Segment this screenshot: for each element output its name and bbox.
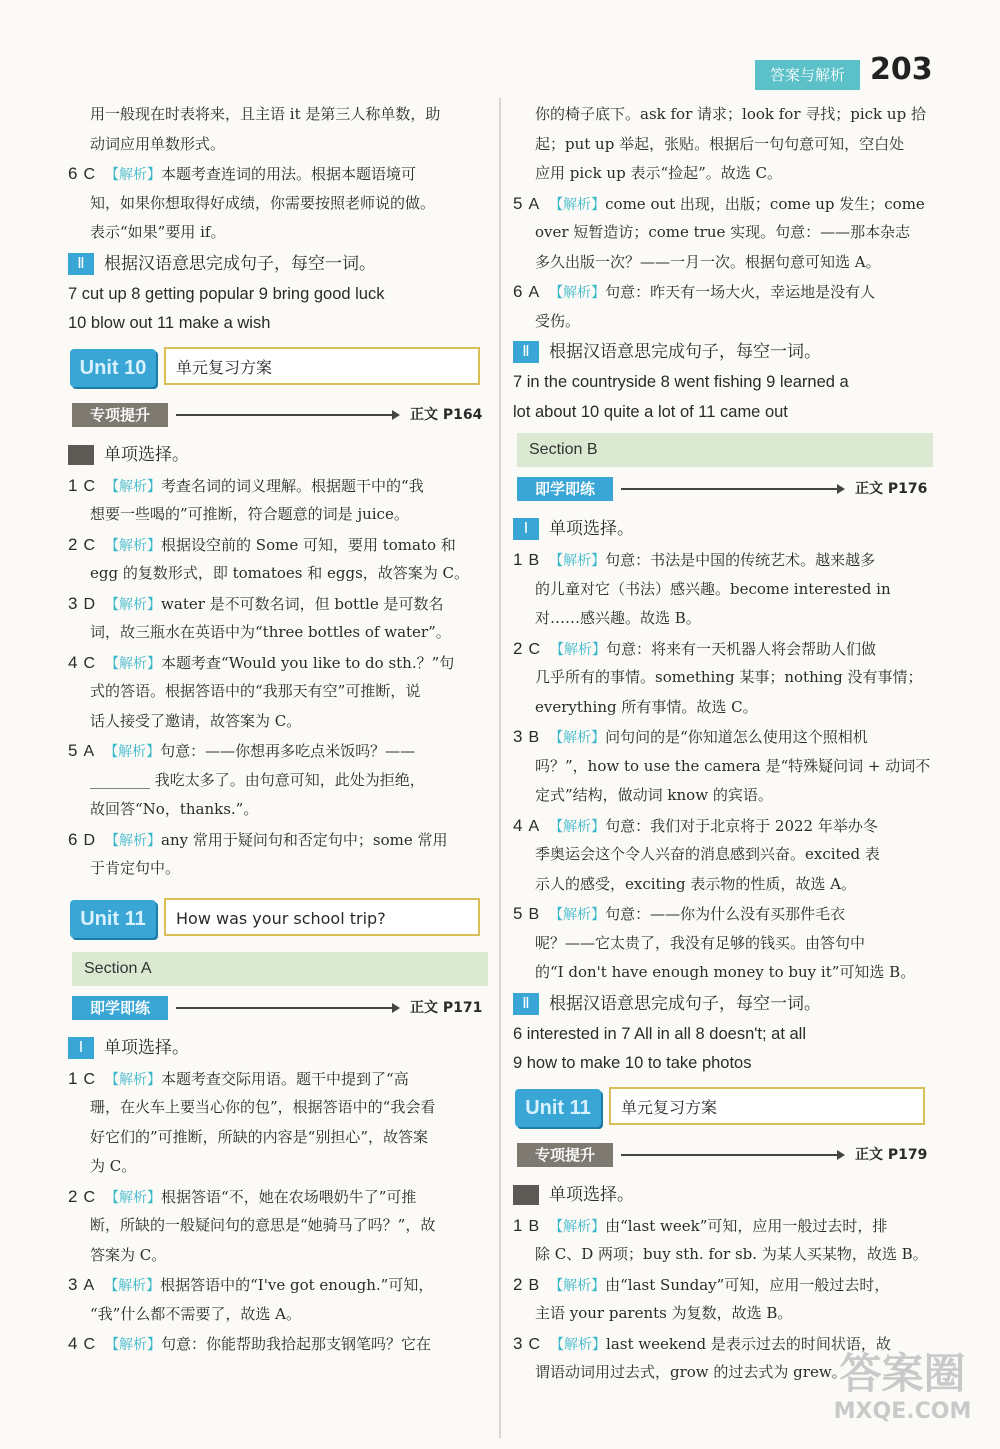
text-line: 用一般现在时表将来，且主语 it 是第三人称单数，助 <box>90 105 441 123</box>
item-number: 4 <box>68 652 78 672</box>
analysis-text: 句意：——你想再多吃点米饭吗？—— <box>160 742 416 760</box>
analysis-text: 句意：——你为什么没有买那件毛衣 <box>605 905 846 923</box>
analysis-text: 于肯定句中。 <box>90 859 181 877</box>
item-answer: C <box>83 1336 96 1353</box>
analysis-tag: 【解析】 <box>549 553 606 569</box>
analysis-tag: 【解析】 <box>104 744 161 760</box>
answer-line <box>68 825 488 855</box>
item-number: 6 <box>513 282 523 301</box>
section-heading: Ⅱ 根据汉语意思完成句子，每空一词。 <box>68 248 488 280</box>
item-answer: B <box>528 1217 540 1235</box>
item-number: 2 <box>513 1274 523 1294</box>
item-answer: C <box>528 1335 541 1353</box>
unit-header <box>515 1087 933 1131</box>
item-number: 2 <box>68 1186 78 1206</box>
answer-line <box>513 1211 933 1241</box>
answer-item <box>68 1064 488 1182</box>
item-number: 3 <box>68 593 78 613</box>
analysis-text: 本题考查交际用语。题干中提到了“高 <box>161 1069 409 1088</box>
unit-title: How was your school trip? <box>164 898 480 936</box>
item-number: 5 <box>68 741 78 760</box>
analysis-text: 几乎所有的事情。something 某事；nothing 没有事情； <box>535 668 923 686</box>
item-answer: B <box>528 729 540 746</box>
fill-answers: lot about 10 quite a lot of 11 came out <box>513 402 788 421</box>
item-answer: C <box>83 166 96 183</box>
section-label: Section B <box>517 433 933 467</box>
analysis-text: 主语 your parents 为复数，故选 B。 <box>535 1304 793 1322</box>
answer-item <box>68 159 488 248</box>
analysis-text: 句意：你能帮助我拾起那支钢笔吗？它在 <box>161 1335 432 1353</box>
analysis-text: 珊，在火车上要当心你的包”，根据答语中的“我会看 <box>90 1098 436 1116</box>
answer-item <box>68 530 488 589</box>
fill-answers: 7 in the countryside 8 went fishing 9 learned a <box>513 373 849 391</box>
analysis-tag: 【解析】 <box>105 1071 162 1088</box>
analysis-tag: 【解析】 <box>105 596 162 613</box>
analysis-text: 好它们的”可推断，所缺的内容是“别担心”，故答案 <box>90 1127 429 1146</box>
arrow-icon <box>621 1154 843 1156</box>
fill-answers: 6 interested in 7 All in all 8 doesn't; at all <box>513 1024 806 1043</box>
bar-label: 即学即练 <box>517 477 613 501</box>
item-number: 1 <box>513 1215 523 1235</box>
unit-header <box>70 898 488 942</box>
analysis-text: over 短暂造访；come true 实现。句意：——那本杂志 <box>535 223 911 241</box>
section-heading: Ⅰ 单项选择。 <box>68 1032 488 1064</box>
answer-item <box>68 648 488 737</box>
text-block <box>513 100 933 189</box>
analysis-tag: 【解析】 <box>549 1277 606 1294</box>
fill-answers: 9 how to make 10 to take photos <box>513 1054 752 1072</box>
roman-icon: Ⅱ <box>513 341 539 363</box>
item-answer: A <box>83 1277 95 1294</box>
page-ref: 正文 P176 <box>855 481 928 497</box>
answer-list <box>513 545 933 988</box>
analysis-tag: 【解析】 <box>105 832 162 849</box>
section-heading: Ⅱ 根据汉语意思完成句子，每空一词。 <box>513 988 933 1020</box>
answer-item <box>68 1182 488 1271</box>
arrow-icon <box>621 488 843 490</box>
section-heading: 单项选择。 <box>68 439 488 471</box>
answer-line <box>68 471 488 501</box>
section-bar <box>68 994 488 1024</box>
item-answer: A <box>528 817 540 835</box>
analysis-text: 式的答语。根据答语中的“我那天有空”可推断，说 <box>90 682 421 700</box>
arrow-icon <box>176 1007 398 1009</box>
item-number: 5 <box>513 193 523 213</box>
left-column <box>68 100 488 1359</box>
square-icon <box>68 445 94 465</box>
item-answer: A <box>528 284 540 301</box>
analysis-tag: 【解析】 <box>549 730 606 746</box>
analysis-text: last weekend 是表示过去的时间状语，故 <box>606 1334 891 1353</box>
analysis-tag: 【解析】 <box>105 655 162 672</box>
item-answer: D <box>83 595 96 613</box>
analysis-text: egg 的复数形式，即 tomatoes 和 eggs，故答案为 C。 <box>90 564 470 582</box>
answer-item <box>513 722 933 811</box>
item-answer: C <box>528 640 541 658</box>
answer-item <box>513 634 933 723</box>
answer-list <box>513 189 933 337</box>
answer-item <box>513 899 933 988</box>
text-line: 应用 pick up 表示“捡起”。故选 C。 <box>535 164 783 182</box>
answer-item <box>68 1329 488 1359</box>
square-icon <box>513 1185 539 1205</box>
item-number: 6 <box>68 164 78 183</box>
analysis-tag: 【解析】 <box>550 1336 607 1353</box>
right-column <box>513 100 933 1388</box>
fill-answers: 7 cut up 8 getting popular 9 bring good luck <box>68 284 385 303</box>
column-divider <box>499 98 501 1438</box>
page-ref: 正文 P164 <box>410 406 483 423</box>
analysis-tag: 【解析】 <box>105 1337 162 1353</box>
analysis-text: 谓语动词用过去式，grow 的过去式为 grew。 <box>535 1363 847 1381</box>
analysis-text: 根据设空前的 Some 可知，要用 tomato 和 <box>161 535 456 554</box>
header-tag: 答案与解析 <box>755 60 860 90</box>
item-number: 1 <box>68 475 78 495</box>
analysis-tag: 【解析】 <box>104 1278 161 1294</box>
answer-line <box>513 277 933 307</box>
answer-list <box>68 1064 488 1359</box>
section-bar <box>68 401 488 431</box>
answer-item <box>513 1211 933 1270</box>
analysis-tag: 【解析】 <box>550 641 607 658</box>
unit-badge: Unit 11 <box>515 1089 601 1127</box>
roman-icon: Ⅱ <box>68 253 94 275</box>
analysis-tag: 【解析】 <box>549 196 606 213</box>
bar-label: 专项提升 <box>72 403 168 427</box>
roman-icon: Ⅰ <box>68 1037 94 1059</box>
analysis-text: 词，故三瓶水在英语中为“three bottles of water”。 <box>90 623 451 641</box>
analysis-text: 考查名词的词义理解。根据题干中的“我 <box>161 476 424 495</box>
item-answer: B <box>528 906 540 923</box>
analysis-tag: 【解析】 <box>105 537 162 554</box>
section-heading: Ⅰ 单项选择。 <box>513 513 933 545</box>
answer-line <box>68 736 488 766</box>
analysis-text: 多久出版一次？——一月一次。根据句意可知选 A。 <box>535 252 881 271</box>
answer-line <box>513 545 933 575</box>
analysis-text: 除 C、D 两项；buy sth. for sb. 为某人买某物，故选 B。 <box>535 1245 928 1263</box>
answer-list <box>68 471 488 884</box>
analysis-text: ________ 我吃太多了。由句意可知，此处为拒绝， <box>90 770 425 789</box>
unit-header <box>70 347 488 391</box>
page-ref: 正文 P171 <box>410 999 483 1016</box>
bar-label: 即学即练 <box>72 996 168 1020</box>
answer-line <box>513 634 933 664</box>
answer-line <box>513 1270 933 1300</box>
analysis-text: 根据答语中的“I've got enough.”可知， <box>160 1276 434 1294</box>
item-number: 2 <box>513 638 523 658</box>
analysis-text: 断，所缺的一般疑问句的意思是“她骑马了吗？”，故 <box>90 1216 436 1234</box>
item-number: 6 <box>68 829 78 849</box>
page-ref: 正文 P179 <box>855 1146 928 1163</box>
analysis-text: 本题考查“Would you like to do sth.？”句 <box>161 653 455 672</box>
answer-item <box>513 545 933 634</box>
item-answer: A <box>83 743 95 760</box>
section-bar <box>513 1141 933 1171</box>
analysis-text: 为 C。 <box>90 1157 137 1175</box>
answer-item <box>513 1270 933 1329</box>
analysis-text: 对……感兴趣。故选 B。 <box>535 609 701 627</box>
analysis-text: 吗？”，how to use the camera 是“特殊疑问词 + 动词不 <box>535 756 931 775</box>
analysis-text: 定式”结构，做动词 know 的宾语。 <box>535 786 773 804</box>
answer-item <box>513 811 933 900</box>
answer-line <box>68 1270 488 1300</box>
item-answer: C <box>83 654 96 672</box>
answer-item <box>68 825 488 884</box>
analysis-text: 答案为 C。 <box>90 1245 167 1264</box>
analysis-text: 句意：我们对于北京将于 2022 年举办冬 <box>605 816 878 835</box>
analysis-text: 的儿童对它（书法）感兴趣。become interested in <box>535 579 891 598</box>
answer-item <box>513 277 933 336</box>
item-answer: D <box>83 831 96 849</box>
answer-item <box>68 1270 488 1329</box>
bar-label: 专项提升 <box>517 1143 613 1167</box>
answer-line <box>513 811 933 841</box>
answer-line <box>513 899 933 929</box>
answer-item <box>68 589 488 648</box>
analysis-text: 季奥运会这个令人兴奋的消息感到兴奋。excited 表 <box>535 845 880 863</box>
analysis-text: 问句问的是“你知道怎么使用这个照相机 <box>605 728 868 746</box>
item-answer: B <box>528 1276 540 1294</box>
section-bar <box>513 475 933 505</box>
section-heading: 单项选择。 <box>513 1179 933 1211</box>
analysis-tag: 【解析】 <box>105 1189 162 1206</box>
analysis-text: 故回答“No，thanks.”。 <box>90 800 259 818</box>
watermark-logo: 答案圈 MXQE.COM <box>833 1349 972 1424</box>
analysis-text: 的“I don't have enough money to buy it”可知选 B。 <box>535 963 916 981</box>
item-number: 3 <box>513 727 523 746</box>
analysis-text: water 是不可数名词，但 bottle 是可数名 <box>161 594 444 613</box>
analysis-tag: 【解析】 <box>549 907 606 923</box>
analysis-text: 句意：书法是中国的传统艺术。越来越多 <box>605 551 876 569</box>
text-line: 动词应用单数形式。 <box>90 134 226 153</box>
roman-icon: Ⅱ <box>513 993 539 1015</box>
analysis-text: “我”什么都不需要了，故选 A。 <box>90 1304 301 1323</box>
item-answer: B <box>528 552 540 569</box>
item-number: 2 <box>68 534 78 554</box>
analysis-text: come out 出现，出版；come up 发生；come <box>605 194 925 213</box>
item-number: 1 <box>68 1068 78 1088</box>
analysis-text: 由“last week”可知，应用一般过去时，排 <box>605 1216 888 1235</box>
item-answer: C <box>83 477 96 495</box>
analysis-tag: 【解析】 <box>549 818 606 835</box>
roman-icon: Ⅰ <box>513 518 539 540</box>
unit-badge: Unit 11 <box>70 900 156 938</box>
analysis-text: 句意：将来有一天机器人将会帮助人们做 <box>606 639 877 658</box>
analysis-text: everything 所有事情。故选 C。 <box>535 697 758 716</box>
answer-line <box>513 189 933 219</box>
item-number: 3 <box>513 1333 523 1353</box>
item-number: 1 <box>513 550 523 569</box>
item-number: 5 <box>513 904 523 923</box>
analysis-text: 根据答语“不，她在农场喂奶牛了”可推 <box>161 1187 417 1206</box>
item-answer: C <box>83 536 96 554</box>
answer-item <box>68 471 488 530</box>
analysis-tag: 【解析】 <box>105 167 162 183</box>
analysis-text: 示人的感受，exciting 表示物的性质，故选 A。 <box>535 874 856 893</box>
answer-line <box>68 589 488 619</box>
item-number: 3 <box>68 1275 78 1294</box>
text-line: 起；put up 举起，张贴。根据后一句句意可知，空白处 <box>535 134 905 153</box>
analysis-text: 本题考查连词的用法。根据本题语境可 <box>161 165 417 183</box>
analysis-text: 想要一些喝的”可推断，符合题意的词是 juice。 <box>90 505 409 523</box>
analysis-tag: 【解析】 <box>549 285 606 301</box>
answer-line <box>513 722 933 752</box>
analysis-text: any 常用于疑问句和否定句中；some 常用 <box>161 830 448 849</box>
analysis-text: 由“last Sunday”可知，应用一般过去时， <box>605 1275 890 1294</box>
answer-line <box>68 648 488 678</box>
analysis-tag: 【解析】 <box>549 1218 606 1235</box>
answer-item <box>68 736 488 825</box>
answer-line <box>68 1064 488 1094</box>
item-number: 4 <box>513 815 523 835</box>
unit-title: 单元复习方案 <box>164 347 480 385</box>
analysis-text: 呢？——它太贵了，我没有足够的钱买。由答句中 <box>535 933 866 952</box>
unit-badge: Unit 10 <box>70 349 156 387</box>
page-number: 203 <box>870 52 933 87</box>
answer-line <box>68 530 488 560</box>
fill-answers: 10 blow out 11 make a wish <box>68 314 271 332</box>
item-number: 4 <box>68 1334 78 1353</box>
analysis-text: 知，如果你想取得好成绩，你需要按照老师说的做。 <box>90 193 436 212</box>
arrow-icon <box>176 414 398 416</box>
item-answer: C <box>83 1070 96 1088</box>
item-answer: A <box>528 195 540 213</box>
text-line: 你的椅子底下。ask for 请求；look for 寻找；pick up 拾 <box>535 105 926 123</box>
analysis-text: 句意：昨天有一场大火，幸运地是没有人 <box>605 283 876 301</box>
answer-line <box>68 1329 488 1359</box>
section-label: Section A <box>72 952 488 986</box>
answer-item <box>513 189 933 278</box>
analysis-text: 受伤。 <box>535 311 581 330</box>
section-heading: Ⅱ 根据汉语意思完成句子，每空一词。 <box>513 336 933 368</box>
analysis-text: 话人接受了邀请，故答案为 C。 <box>90 711 302 730</box>
unit-title: 单元复习方案 <box>609 1087 925 1125</box>
analysis-tag: 【解析】 <box>105 478 162 495</box>
analysis-text: 表示“如果”要用 if。 <box>90 223 226 241</box>
answer-line <box>68 1182 488 1212</box>
item-answer: C <box>83 1188 96 1206</box>
